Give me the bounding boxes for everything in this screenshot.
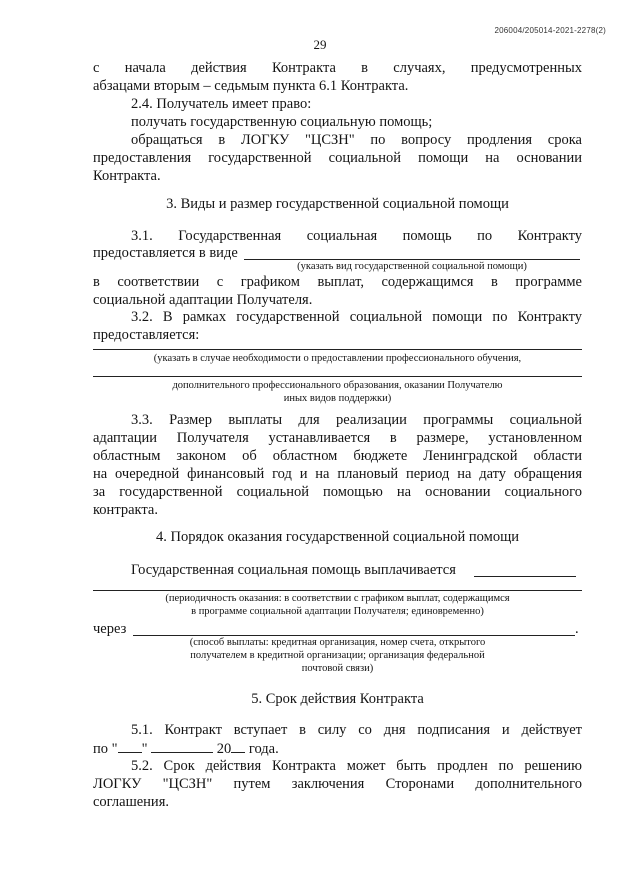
year-prefix: 20	[216, 741, 232, 757]
clause-3-3-line-2: адаптации Получателя устанавливается в размере, установленном	[93, 430, 582, 446]
month-fill-line[interactable]	[151, 740, 213, 753]
via-line-period: .	[575, 621, 579, 637]
via-label: через	[93, 621, 127, 637]
clause-3-3-line-5: за государственной социальной помощью на основании социального	[93, 484, 582, 500]
day-fill-line[interactable]	[118, 740, 142, 753]
clause-5-1-line-2	[93, 740, 582, 758]
clause-3-2-line-2: предоставляется:	[93, 327, 200, 343]
payment-method-hint-line-1: (способ выплаты: кредитная организация, номер счета, открытого	[189, 637, 486, 648]
payment-frequency-fill-short[interactable]	[474, 576, 576, 577]
services-hint-line-2: дополнительного профессионального образования, оказании Получателю	[172, 380, 503, 391]
clause-5-1-line-1: 5.1. Контракт вступает в силу со дня подписания и действует	[131, 722, 582, 738]
date-prefix: по "	[93, 741, 118, 757]
document-reference-number: 206004/205014-2021-2278(2)	[494, 26, 606, 35]
clause-2-4-item-2-line-3: Контракта.	[93, 168, 161, 184]
paragraph-continuation-line-2: абзацами вторым – седьмым пункта 6.1 Контракта.	[93, 78, 409, 94]
clause-2-4-item-1: получать государственную социальную помощь;	[131, 114, 433, 130]
payment-frequency-hint-line-1: (периодичность оказания: в соответствии с графиком выплат, содержащимся	[165, 593, 510, 604]
paragraph-continuation-line-1: с начала действия Контракта в случаях, предусмотренных	[93, 60, 582, 76]
services-fill-line-1[interactable]	[93, 349, 582, 350]
payment-method-hint-line-2: получателем в кредитной организации; организация федеральной	[190, 650, 485, 661]
section-4-title: 4. Порядок оказания государственной социальной помощи	[156, 529, 519, 545]
date-quote-close: "	[141, 741, 148, 757]
services-hint-line-1: (указать в случае необходимости о предоставлении профессионального обучения,	[153, 353, 522, 364]
clause-3-1-line-1: 3.1. Государственная социальная помощь по Контракту	[131, 228, 582, 244]
clause-5-2-line-3: соглашения.	[93, 794, 169, 810]
payment-method-hint-line-3: почтовой связи)	[301, 663, 374, 674]
clause-3-2-line-1: 3.2. В рамках государственной социальной помощи по Контракту	[131, 309, 582, 325]
assistance-type-hint: (указать вид государственной социальной помощи)	[297, 261, 527, 272]
clause-5-2-line-1: 5.2. Срок действия Контракта может быть продлен по решению	[131, 758, 582, 774]
clause-3-3-line-3: областным законом об областном бюджете Ленинградской области	[93, 448, 582, 464]
clause-2-4-item-2-line-2: предоставления государственной социальной помощи на основании	[93, 150, 582, 166]
clause-3-1-lead: предоставляется в виде	[93, 245, 238, 261]
clause-2-4-item-2-line-1: обращаться в ЛОГКУ "ЦСЗН" по вопросу продления срока	[131, 132, 582, 148]
year-fill-line[interactable]	[231, 740, 245, 753]
section-3-title: 3. Виды и размер государственной социальной помощи	[166, 196, 509, 212]
clause-3-1-line-3: в соответствии с графиком выплат, содержащимся в программе	[93, 274, 582, 290]
year-suffix: года.	[248, 741, 279, 757]
clause-3-3-line-1: 3.3. Размер выплаты для реализации программы социальной	[131, 412, 582, 428]
clause-3-3-line-4: на очередной финансовый год и на плановый период на дату обращения	[93, 466, 582, 482]
clause-3-1-line-4: социальной адаптации Получателя.	[93, 292, 313, 308]
page-number: 29	[313, 37, 327, 52]
clause-4-lead: Государственная социальная помощь выплачивается	[131, 562, 456, 578]
clause-2-4-heading: 2.4. Получатель имеет право:	[131, 96, 312, 112]
payment-frequency-fill-line[interactable]	[93, 590, 582, 591]
payment-frequency-hint-line-2: в программе социальной адаптации Получателя; единовременно)	[191, 606, 484, 617]
services-hint-line-3: иных видов поддержки)	[283, 393, 392, 404]
clause-3-3-line-6: контракта.	[93, 502, 158, 518]
clause-5-2-line-2: ЛОГКУ "ЦСЗН" путем заключения Сторонами дополнительного	[93, 776, 582, 792]
services-fill-line-2[interactable]	[93, 376, 582, 377]
section-5-title: 5. Срок действия Контракта	[251, 691, 424, 707]
